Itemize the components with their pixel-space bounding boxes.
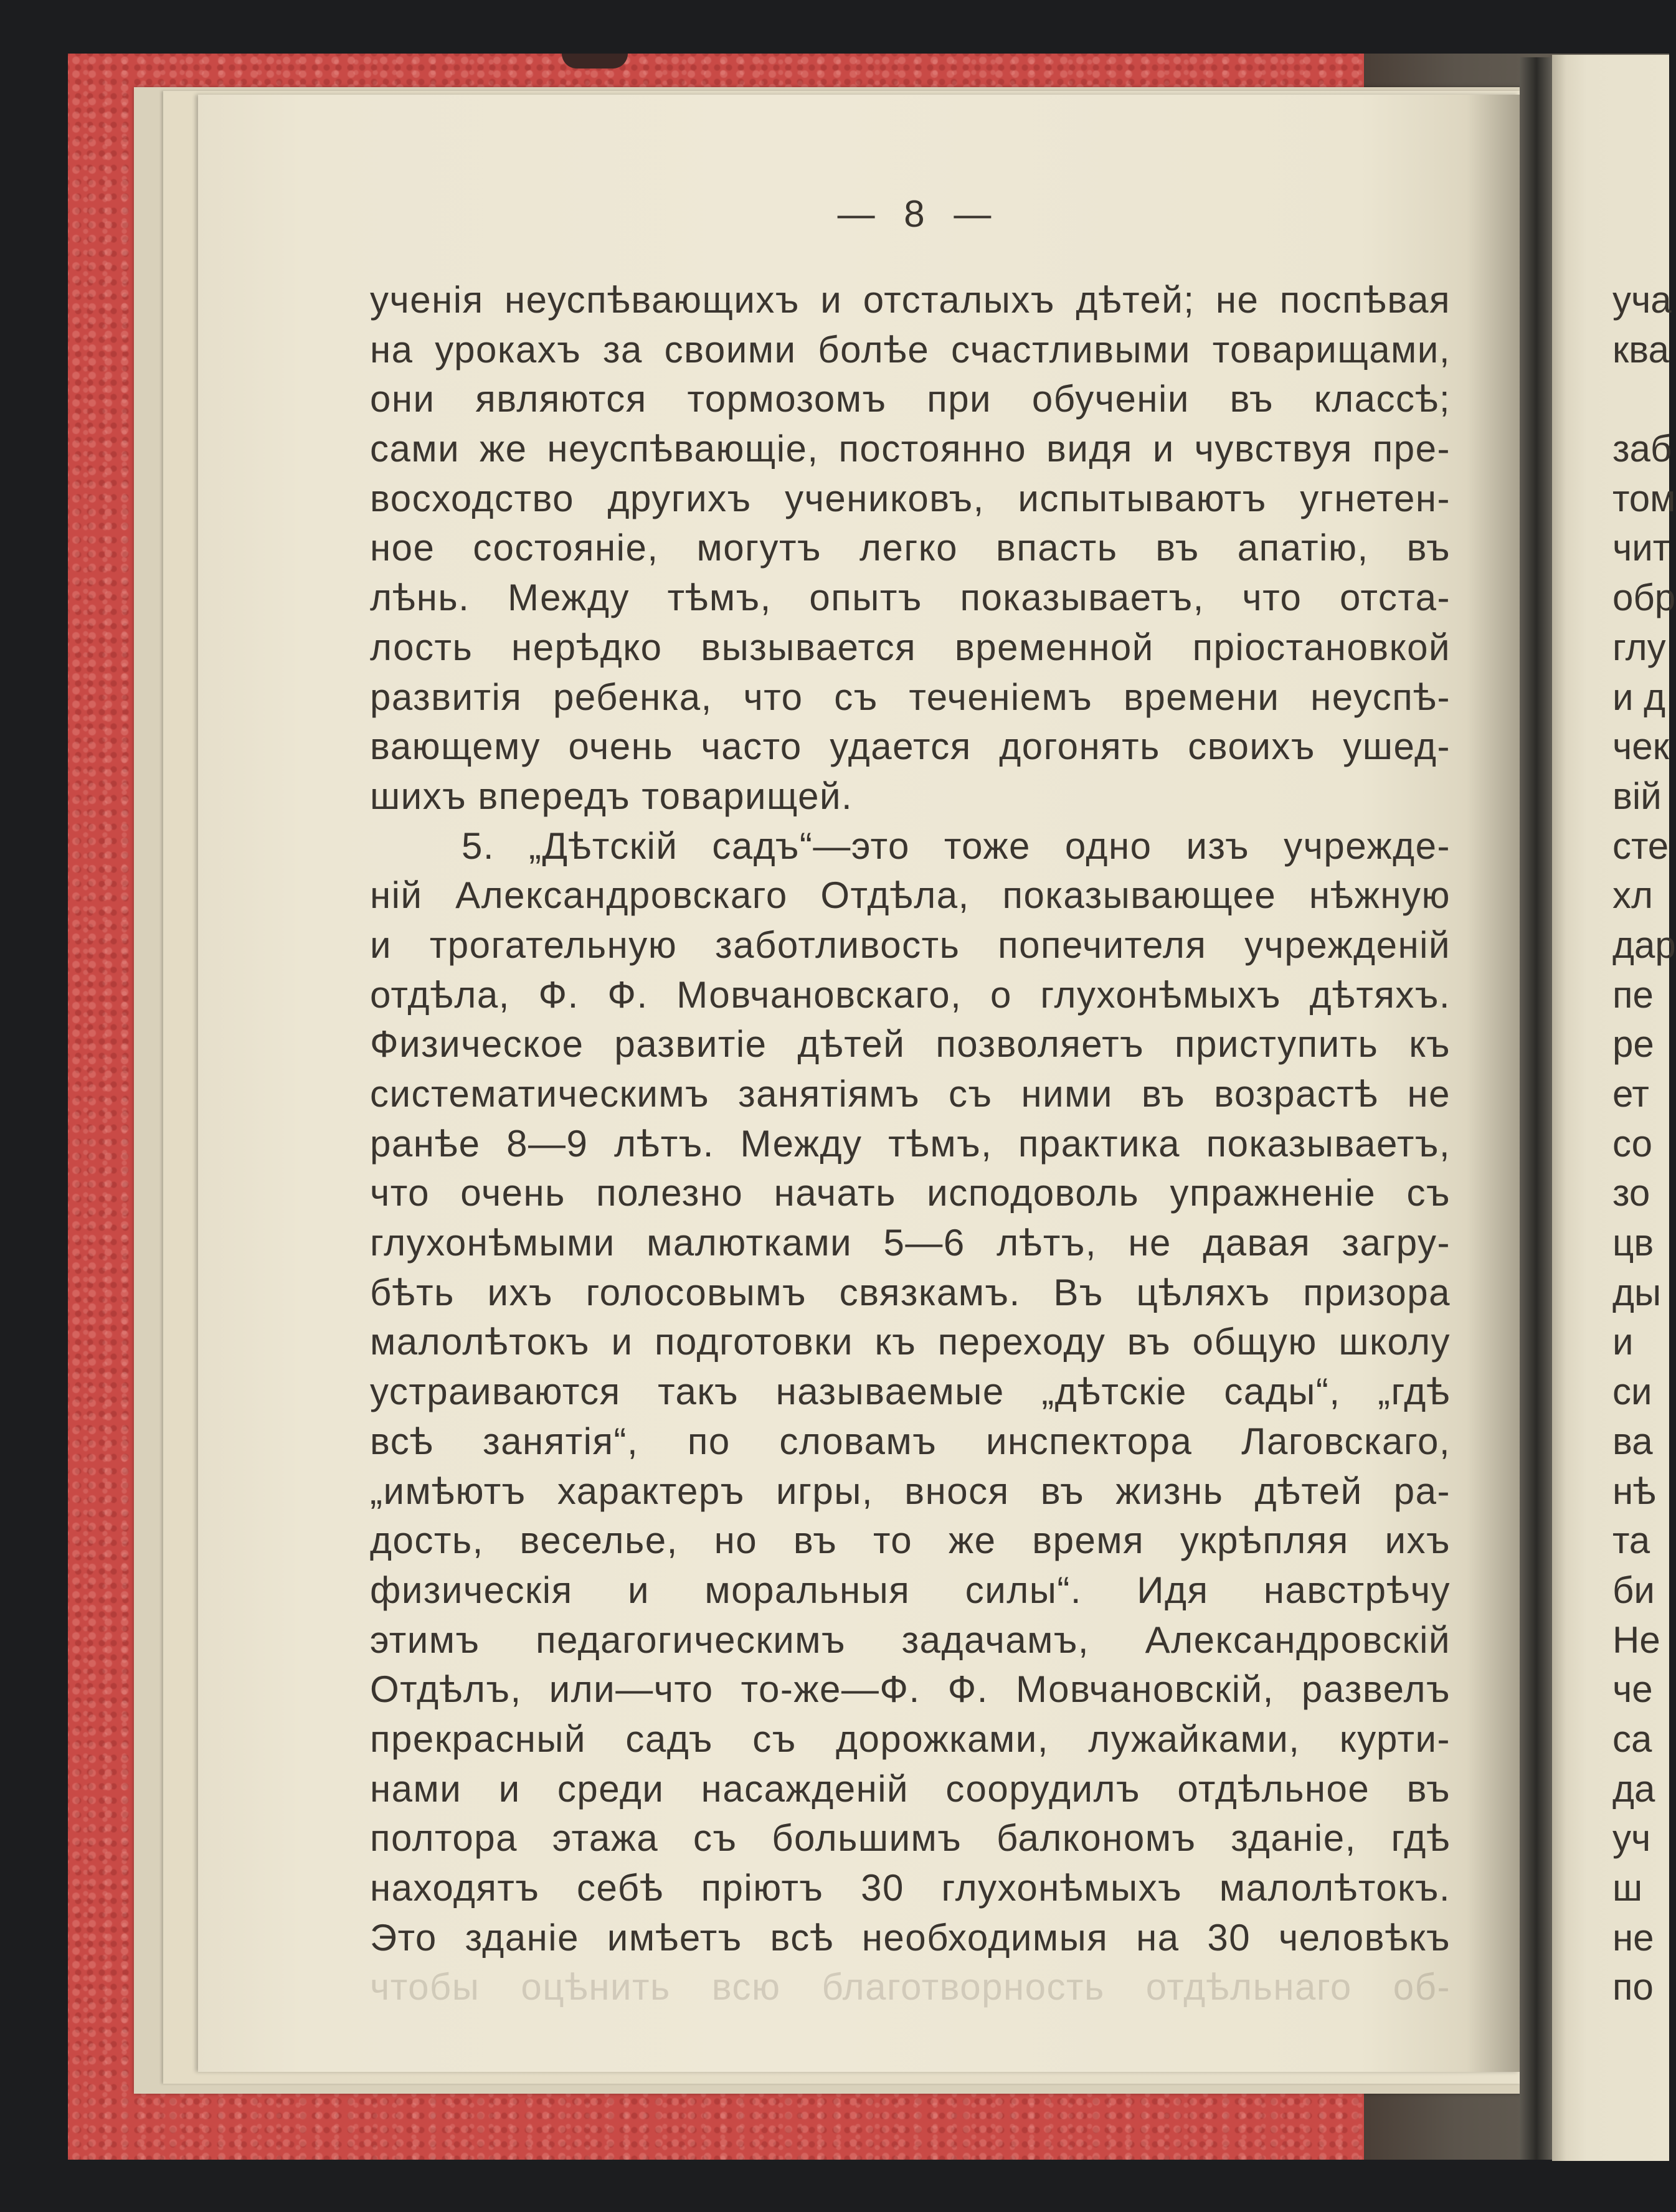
text-line: нами и среди насажденій соорудилъ отдѣльное въ — [370, 1767, 1451, 1810]
text-line: они являются тормозомъ при обученіи въ классѣ; — [370, 378, 1451, 420]
text-line: систематическимъ занятіямъ съ ними въ возрастѣ не — [370, 1073, 1451, 1115]
blank-line — [1612, 374, 1669, 424]
text-line: малолѣтокъ и подготовки къ переходу въ общую школу — [370, 1321, 1451, 1363]
text-line: отдѣла, Ф. Ф. Мовчановскаго, о глухонѣмыхъ дѣтяхъ. — [370, 973, 1451, 1016]
facing-page-fragment: не — [1612, 1916, 1654, 1959]
facing-page-fragment: зо — [1612, 1172, 1650, 1214]
book-spine — [1520, 57, 1553, 2160]
page-number: — 8 — — [837, 193, 992, 235]
facing-page-text — [1612, 275, 1676, 2012]
text-line: всѣ занятія“, по словамъ инспектора Лаговскаго, — [370, 1420, 1451, 1462]
facing-page-fragment: цв — [1612, 1222, 1654, 1264]
text-line: Это зданіе имѣетъ всѣ необходимыя на 30 человѣкъ — [370, 1916, 1451, 1959]
facing-page-fragment: да — [1612, 1767, 1655, 1810]
text-line: этимъ педагогическимъ задачамъ, Александровскій — [370, 1619, 1451, 1661]
text-line: находятъ себѣ пріютъ 30 глухонѣмыхъ малолѣтокъ. — [370, 1867, 1451, 1909]
facing-page-fragment: и д — [1612, 676, 1666, 718]
facing-page-fragment: ш — [1612, 1867, 1643, 1909]
text-line: 5. „Дѣтскій садъ“—это тоже одно изъ учрежде- — [462, 825, 1451, 867]
text-line: ное состояніе, могутъ легко впасть въ апатію, въ — [370, 527, 1451, 569]
facing-page-fragment: по — [1612, 1966, 1654, 2008]
paragraph — [370, 821, 1451, 1963]
facing-page-fragment: че — [1612, 1668, 1653, 1711]
facing-page-fragment: са — [1612, 1718, 1652, 1760]
cover-notch — [562, 54, 628, 69]
text-line: дость, веселье, но въ то же время укрѣпляя ихъ — [370, 1520, 1451, 1562]
facing-page-fragment: со — [1612, 1122, 1653, 1165]
facing-page-fragment: нѣ — [1612, 1470, 1656, 1512]
text-line: устраиваются такъ называемые „дѣтскіе сады“, „гдѣ — [370, 1371, 1451, 1413]
facing-page-fragment: уча — [1612, 279, 1672, 321]
text-line: лость нерѣдко вызывается временной пріостановкой — [370, 626, 1451, 668]
facing-page-fragment: заб — [1612, 428, 1672, 470]
text-line: прекрасный садъ съ дорожками, лужайками, курти- — [370, 1718, 1451, 1760]
text-line: что очень полезно начать исподоволь упражненіе съ — [370, 1172, 1451, 1214]
text-line: вающему очень часто удается догонять своихъ ушед- — [370, 726, 1451, 768]
facing-page-fragment: ре — [1612, 1023, 1654, 1066]
facing-page — [1552, 55, 1676, 2161]
text-line: ній Александровскаго Отдѣла, показывающее нѣжную — [370, 874, 1451, 917]
text-line: физическія и моральныя силы“. Идя навстрѣчу — [370, 1569, 1451, 1611]
facing-page-fragment: уч — [1612, 1817, 1651, 1860]
text-line: глухонѣмыми малютками 5—6 лѣтъ, не давая загру- — [370, 1222, 1451, 1264]
facing-page-fragment: чек — [1612, 726, 1669, 768]
facing-page-fragment: и — [1612, 1321, 1634, 1363]
facing-page-fragment: пе — [1612, 973, 1654, 1016]
text-line: бѣть ихъ голосовымъ связкамъ. Въ цѣляхъ призора — [370, 1271, 1451, 1313]
facing-page-fragment: ва — [1612, 1420, 1653, 1462]
text-line: полтора этажа съ большимъ балкономъ зданіе, гдѣ — [370, 1817, 1451, 1860]
text-line: восходство другихъ учениковъ, испытываютъ угнетен- — [370, 477, 1451, 519]
text-line: ранѣе 8—9 лѣтъ. Между тѣмъ, практика показываетъ, — [370, 1122, 1451, 1165]
facing-page-fragment: Не — [1612, 1619, 1660, 1661]
facing-page-fragment: ды — [1612, 1271, 1662, 1313]
facing-page-fragment: глу — [1612, 626, 1666, 668]
text-line: „имѣютъ характеръ игры, внося въ жизнь дѣтей ра- — [370, 1470, 1451, 1512]
facing-page-fragment: сте — [1612, 825, 1669, 867]
show-through-line: чтобы оцѣнить всю благотворность отдѣльнаго об- — [370, 1966, 1451, 2008]
text-line: Физическое развитіе дѣтей позволяетъ приступить къ — [370, 1023, 1451, 1066]
text-line: шихъ впередъ товарищей. — [370, 775, 853, 817]
facing-page-fragment: вій — [1612, 775, 1662, 817]
text-line: ученія неуспѣвающихъ и отсталыхъ дѣтей; не поспѣвая — [370, 279, 1451, 321]
text-line: лѣнь. Между тѣмъ, опытъ показываетъ, что отста- — [370, 577, 1451, 619]
facing-page-fragment: та — [1612, 1520, 1650, 1562]
facing-page-fragment: обр — [1612, 577, 1676, 619]
text-line: Отдѣлъ, или—что то-же—Ф. Ф. Мовчановскій, развелъ — [370, 1668, 1451, 1711]
text-line: и трогательную заботливость попечителя учрежденій — [370, 924, 1451, 966]
text-line: развитія ребенка, что съ теченіемъ времени неуспѣ- — [370, 676, 1451, 718]
text-line: сами же неуспѣвающіе, постоянно видя и чувствуя пре- — [370, 428, 1451, 470]
facing-page-fragment: би — [1612, 1569, 1655, 1611]
facing-page-fragment: чит — [1612, 527, 1670, 569]
paragraph — [370, 275, 1451, 821]
facing-page-fragment: ква — [1612, 328, 1669, 371]
facing-page-fragment: том — [1612, 477, 1676, 519]
text-line: на урокахъ за своими болѣе счастливыми товарищами, — [370, 328, 1451, 371]
facing-page-fragment: хл — [1612, 874, 1654, 917]
facing-page-fragment: си — [1612, 1371, 1652, 1413]
facing-page-fragment: ет — [1612, 1073, 1649, 1115]
body-text — [370, 275, 1451, 2012]
facing-page-fragment: дар — [1612, 924, 1676, 966]
